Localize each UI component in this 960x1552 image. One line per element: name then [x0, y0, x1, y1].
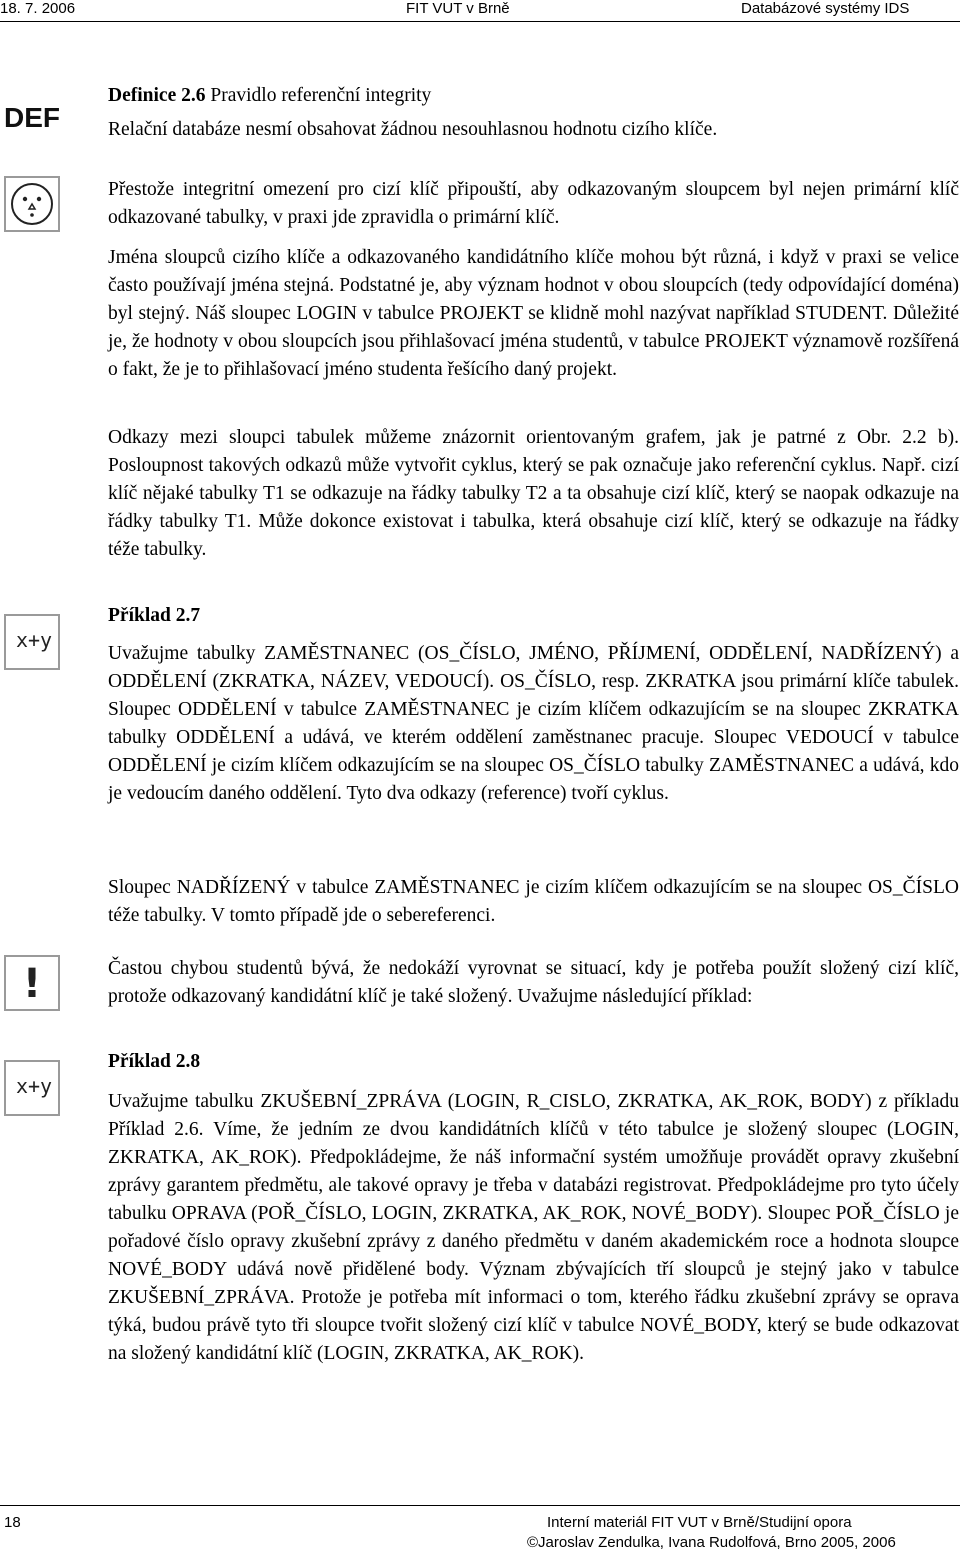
- warning-icon: [4, 955, 60, 1011]
- footer-rule: [0, 1505, 960, 1506]
- header-institution: FIT VUT v Brně: [406, 0, 510, 17]
- definition-heading: [108, 82, 959, 110]
- definition-block: [108, 82, 959, 144]
- header-course: Databázové systémy IDS: [741, 0, 910, 17]
- definition-name: Pravidlo referenční integrity: [210, 85, 432, 106]
- example-icon-2-label: x+y: [15, 1074, 53, 1098]
- paragraph-4: Častou chybou studentů bývá, že nedokáží vyrovnat se situací, kdy je potřeba použít složený cizí klíč, protože odkazovaný kandidátní klíč je také složený. Uvažujme následující příklad:: [108, 958, 959, 1007]
- header-date: 18. 7. 2006: [0, 0, 76, 17]
- footer-page-number: 18: [4, 1514, 21, 1531]
- page-header: [0, 0, 960, 20]
- paragraph-1: Přestože integritní omezení pro cizí klíč připouští, aby odkazovaným sloupcem byl nejen primární klíč odkazované tabulky, v praxi jde zpravidla o primární klíč.: [108, 179, 959, 228]
- example-icon-2: [4, 1060, 60, 1116]
- smiley-icon-graphic: [6, 178, 58, 230]
- footer-material: Interní materiál FIT VUT v Brně/Studijní opora: [547, 1514, 852, 1531]
- example-icon-label: x+y: [15, 628, 53, 652]
- footer-authors: ©Jaroslav Zendulka, Ivana Rudolfová, Brno 2005, 2006: [527, 1534, 896, 1551]
- smiley-icon: [4, 176, 60, 232]
- example-2-8-title: Příklad 2.8: [108, 1051, 201, 1072]
- example-2-8-paragraph-1: Uvažujme tabulku ZKUŠEBNÍ_ZPRÁVA (LOGIN, R_CISLO, ZKRATKA, AK_ROK, BODY) z příkladu Příklad 2.6. Víme, že jedním ze dvou kandidátních klíčů v této tabulce je složený sloupec (LOGIN, ZKRATKA, AK_ROK). Předpokládejme, že náš informační systém umožňuje provádět opravy zkušební zprávy garantem předmětu, ale takové opravy je třeba v databázi registrovat. Předpokládejme pro tyto účely tabulku OPRAVA (POŘ_ČÍSLO, LOGIN, ZKRATKA, AK_ROK, NOVÉ_BODY). Sloupec POŘ_ČÍSLO je pořadové číslo opravy zkušební zprávy z daného předmětu v daném akademickém roce a hodnota sloupce NOVÉ_BODY udává nově přidělené body. Význam zbývajících tří sloupců je stejný jako v tabulce ZKUŠEBNÍ_ZPRÁVA. Protože je potřeba mít informaci o tom, kterého řádku zkušební zprávy se oprava týká, budou právě tyto tři sloupce tvořit složený cizí klíč v tabulce NOVÉ_BODY, který se bude odkazovat na složený kandidátní klíč (LOGIN, ZKRATKA, AK_ROK).: [108, 1091, 959, 1364]
- example-2-7-title: Příklad 2.7: [108, 605, 201, 626]
- example-2-7-paragraph-1: Uvažujme tabulky ZAMĚSTNANEC (OS_ČÍSLO, JMÉNO, PŘÍJMENÍ, ODDĚLENÍ, NADŘÍZENÝ) a ODDĚLENÍ (ZKRATKA, NÁZEV, VEDOUCÍ). OS_ČÍSLO, resp. ZKRATKA jsou primární klíče tabulek. Sloupec ODDĚLENÍ v tabulce ZAMĚSTNANEC je cizím klíčem odkazujícím se na sloupec ZKRATKA tabulky ODDĚLENÍ a udává, ve kterém oddělení zaměstnanec pracuje. Sloupec VEDOUCÍ v tabulce ODDĚLENÍ je cizím klíčem odkazujícím se na sloupec OS_ČÍSLO tabulky ZAMĚSTNANEC a udává, kdo je vedoucím daného oddělení. Tyto dva odkazy (reference) tvoří cyklus.: [108, 643, 959, 804]
- definition-number: Definice 2.6: [108, 85, 206, 106]
- definition-text: Relační databáze nesmí obsahovat žádnou nesouhlasnou hodnotu cizího klíče.: [108, 119, 718, 140]
- definition-icon: [4, 92, 60, 148]
- warning-icon-label: !: [22, 961, 42, 1007]
- example-icon: [4, 614, 60, 670]
- definition-icon-label: DEF: [4, 102, 60, 133]
- paragraph-3: Odkazy mezi sloupci tabulek můžeme znázornit orientovaným grafem, jak je patrné z Obr. 2.2 b). Posloupnost takových odkazů může vytvořit cyklus, který se pak označuje jako referenční cyklus. Např. cizí klíč nějaké tabulky T1 se odkazuje na řádky tabulky T2 a ta obsahuje cizí klíč, který se naopak odkazuje na řádky tabulky T1. Může dokonce existovat i tabulka, která obsahuje cizí klíč, který se odkazuje na řádky téže tabulky.: [108, 427, 959, 560]
- header-rule: [0, 21, 960, 22]
- paragraph-2: Jména sloupců cizího klíče a odkazovaného kandidátního klíče mohou být různá, i když v praxi se velice často používají jména stejná. Podstatné je, aby význam hodnot v obou sloupcích (tedy odpovídající doména) byl stejný. Náš sloupec LOGIN v tabulce PROJEKT se klidně mohl nazývat například STUDENT. Důležité je, že hodnoty v obou sloupcích jsou přihlašovací jména studentů, v tabulce PROJEKT významově rozšířená o fakt, že je to přihlašovací jméno studenta řešícího daný projekt.: [108, 247, 959, 380]
- example-2-7-paragraph-2: Sloupec NADŘÍZENÝ v tabulce ZAMĚSTNANEC je cizím klíčem odkazujícím se na sloupec OS_ČÍSLO téže tabulky. V tomto případě jde o sebereferenci.: [108, 877, 959, 926]
